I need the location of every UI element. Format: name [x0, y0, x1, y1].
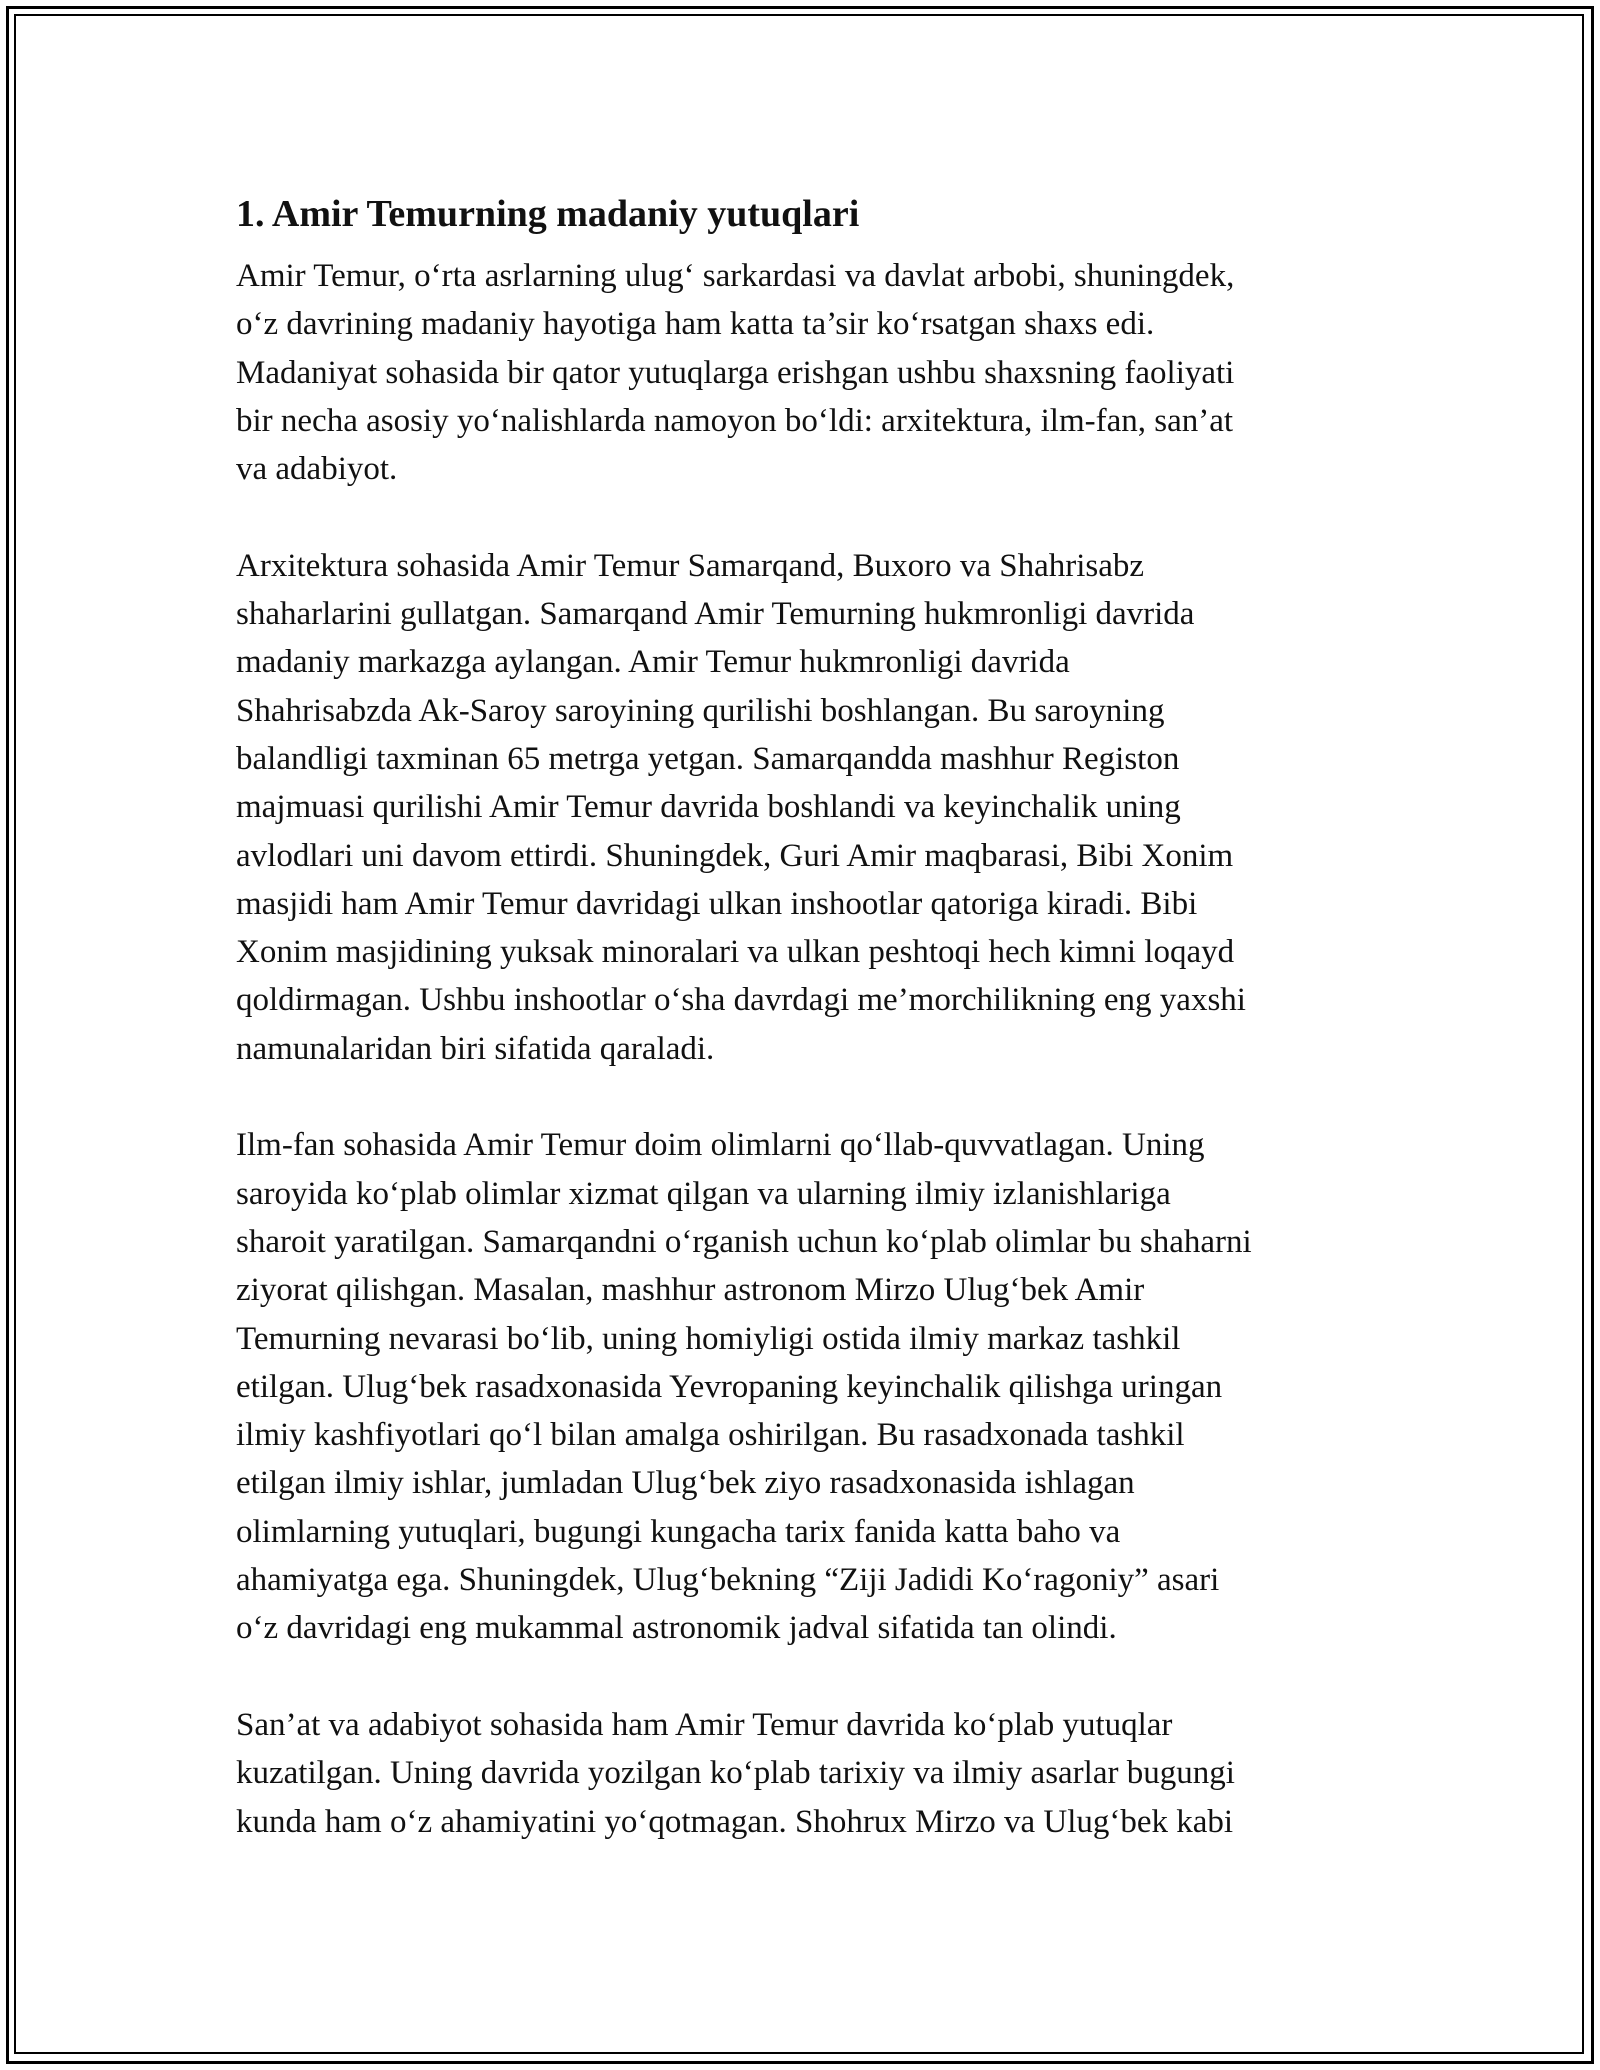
- text-line: namunalaridan biri sifatida qaraladi.: [236, 1030, 715, 1067]
- text-line: etilgan ilmiy ishlar, jumladan Ulug‘bek ziyo rasadxonasida ishlagan: [236, 1465, 1135, 1502]
- text-line: San’at va adabiyot sohasida ham Amir Temur davrida ko‘plab yutuqlar: [236, 1706, 1173, 1743]
- text-line: ziyorat qilishgan. Masalan, mashhur astronom Mirzo Ulug‘bek Amir: [236, 1272, 1145, 1309]
- text-line: bir necha asosiy yo‘nalishlarda namoyon bo‘ldi: arxitektura, ilm-fan, san’at: [236, 402, 1234, 439]
- text-line: Ilm-fan sohasida Amir Temur doim olimlarni qo‘llab-quvvatlagan. Uning: [236, 1127, 1205, 1164]
- text-line: shaharlarini gullatgan. Samarqand Amir Temurning hukmronligi davrida: [236, 596, 1195, 633]
- text-line: Amir Temur, o‘rta asrlarning ulug‘ sarkardasi va davlat arbobi, shuningdek,: [236, 258, 1235, 294]
- text-line: madaniy markazga aylangan. Amir Temur hukmronligi davrida: [236, 644, 1070, 681]
- text-line: etilgan. Ulug‘bek rasadxonasida Yevropaning keyinchalik qilishga uringan: [236, 1368, 1223, 1405]
- text-line: ahamiyatga ega. Shuningdek, Ulug‘bekning “Ziji Jadidi Ko‘ragoniy” asari: [236, 1562, 1220, 1599]
- text-line: Temurning nevarasi bo‘lib, uning homiyligi ostida ilmiy markaz tashkil: [236, 1320, 1181, 1357]
- text-line: Arxitektura sohasida Amir Temur Samarqand, Buxoro va Shahrisabz: [236, 547, 1145, 584]
- paragraph-art-literature: [236, 1701, 1376, 1846]
- text-line: olimlarning yutuqlari, bugungi kungacha tarix fanida katta baho va: [236, 1513, 1121, 1550]
- section-heading: 1. Amir Temurning madaniy yutuqlari: [236, 193, 860, 235]
- text-line: o‘z davrining madaniy hayotiga ham katta ta’sir ko‘rsatgan shaxs edi.: [236, 306, 1155, 343]
- text-line: o‘z davridagi eng mukammal astronomik jadval sifatida tan olindi.: [236, 1610, 1117, 1647]
- text-line: qoldirmagan. Ushbu inshootlar o‘sha davrdagi me’morchilikning eng yaxshi: [236, 982, 1246, 1019]
- text-line: saroyida ko‘plab olimlar xizmat qilgan va ularning ilmiy izlanishlariga: [236, 1175, 1171, 1212]
- text-line: avlodlari uni davom ettirdi. Shuningdek, Guri Amir maqbarasi, Bibi Xonim: [236, 837, 1234, 874]
- text-line: ilmiy kashfiyotlari qo‘l bilan amalga oshirilgan. Bu rasadxonada tashkil: [236, 1417, 1185, 1454]
- text-line: majmuasi qurilishi Amir Temur davrida boshlandi va keyinchalik uning: [236, 789, 1181, 826]
- text-line: masjidi ham Amir Temur davridagi ulkan inshootlar qatoriga kiradi. Bibi: [236, 885, 1198, 922]
- text-line: sharoit yaratilgan. Samarqandni o‘rganish uchun ko‘plab olimlar bu shaharni: [236, 1223, 1252, 1260]
- text-line: Shahrisabzda Ak-Saroy saroyining qurilishi boshlangan. Bu saroyning: [236, 692, 1165, 729]
- text-line: kunda ham o‘z ahamiyatini yo‘qotmagan. Shohrux Mirzo va Ulug‘bek kabi: [236, 1803, 1234, 1840]
- text-line: va adabiyot.: [236, 451, 398, 488]
- paragraph-science: [236, 1121, 1376, 1652]
- document-body: [236, 188, 1376, 1894]
- text-line: Madaniyat sohasida bir qator yutuqlarga erishgan ushbu shaxsning faoliyati: [236, 354, 1235, 391]
- text-line: balandligi taxminan 65 metrga yetgan. Samarqandda mashhur Registon: [236, 740, 1180, 777]
- paragraph-intro: [236, 252, 1376, 493]
- text-line: kuzatilgan. Uning davrida yozilgan ko‘plab tarixiy va ilmiy asarlar bugungi: [236, 1755, 1235, 1792]
- paragraph-architecture: [236, 542, 1376, 1073]
- text-line: Xonim masjidining yuksak minoralari va ulkan peshtoqi hech kimni loqayd: [236, 934, 1235, 971]
